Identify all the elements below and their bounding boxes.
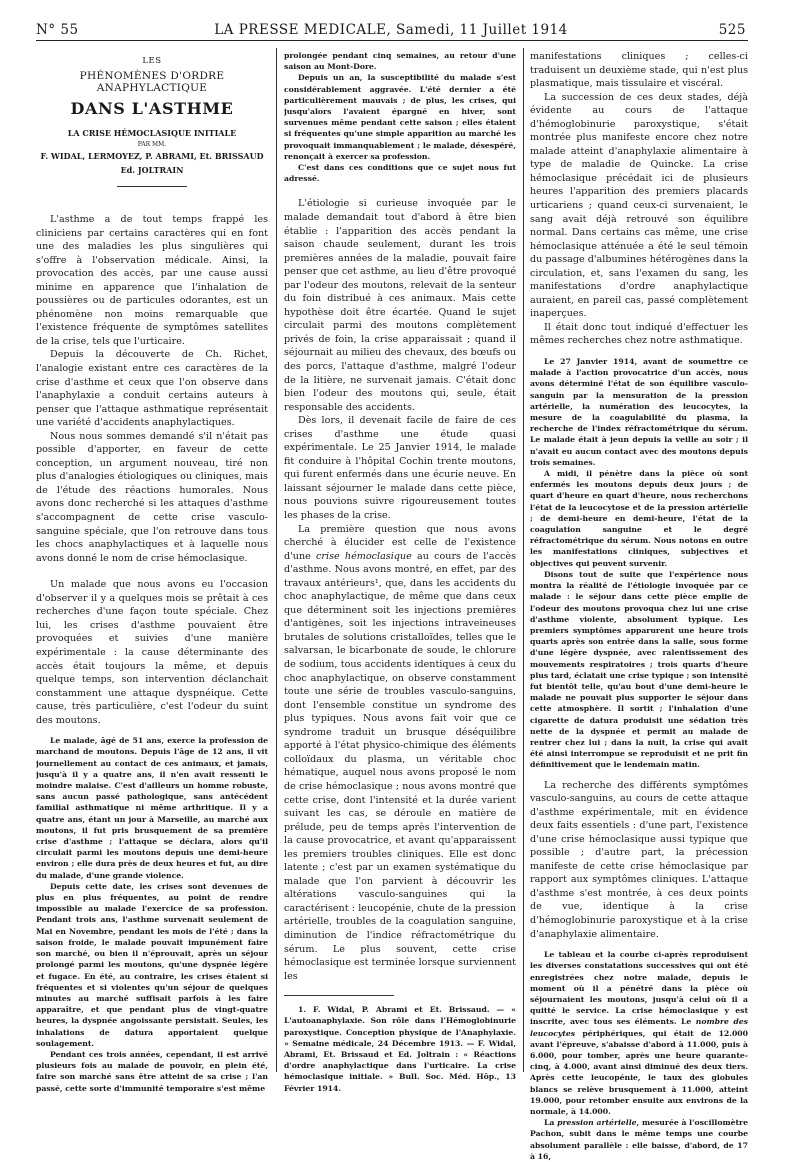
case-paragraph: Depuis cette date, les crises sont devenues de plus en plus fréquentes, au point de rendre impossible au malade l'exercice de sa profession. Pendant trois ans, l'asthme survenait seulement de Mai en Novembre, pendant les mois de l'été ; dans la saison froide, le malade pouvait impunément faire son marché, ou bien il n'éprouvait, après un séjour prolongé parmi les moutons, qu'une dyspnée légère et fugace. En été, au contraire, les crises étaient si fréquentes et si violentes qu'un séjour de quelques minutes au marché suffisait parfois à les faire apparaître, et que pendant plus de vingt-quatre heures, la dyspnée angoissante persistait. Seules, les inhalations de datura apportaient quelque soulagement.	[36, 881, 268, 1048]
page-header	[36, 18, 746, 40]
case-paragraph: La pression artérielle, mesurée à l'oscillomètre Pachon, subit dans le même temps une courbe absolument parallèle : elle baisse, d'abord, de 17 à 16,	[530, 1118, 748, 1161]
paragraph: La succession de ces deux stades, déjà évidente au cours de l'attaque d'hémoglobinurie paroxystique, s'était montrée plus manifeste encore chez notre malade atteint d'anaphylaxie alimentaire à type de maladie de Quincke. La crise hémoclasique précédait ici de plusieurs heures l'apparition des premiers placards urticariens ; quand ceux-ci survenaient, le sang avait déjà retrouvé son équilibre normal. Dans certains cas même, une crise hémoclasique atténuée a été le seul témoin du passage d'albumines hétérogènes dans la circulation, et, sans l'examen du sang, les manifestations d'ordre anaphylactique auraient, en pareil cas, passé complètement inaperçues.	[530, 91, 748, 320]
title-par: PAR MM.	[137, 141, 167, 148]
paragraph: Nous nous sommes demandé s'il n'était pas possible d'apporter, en faveur de cette conception, un argument nouveau, tiré non plus d'analogies étiologiques ou cliniques, mais de l'étude des réactions humorales. Nous avons donc recherché si les attaques d'asthme s'accompagnent de cette crise vasculo-sanguine spéciale, que l'on retrouve dans tous les chocs anaphylactiques et à laquelle nous avons donné le nom de crise hémoclasique.	[36, 430, 268, 564]
subtitle-crise: LA CRISE HÉMOCLASIQUE INITIALE	[67, 128, 237, 138]
case-paragraph: Pendant ces trois années, cependant, il est arrivé plusieurs fois au malade de pouvoir, en plein été, faire son marché sans être atteint de sa crise ; l'an passé, cette sorte d'immunité temporaire s'est même	[36, 1049, 268, 1093]
case-paragraph: Le 27 Janvier 1914, avant de soumettre ce malade à l'action provocatrice d'un accès, nous avons déterminé l'état de son équilibre vasculo-sanguin par la mensuration de la pression artérielle, la numération des leucocytes, la mesure de la coagulabilité du plasma, la recherche de l'index réfractométrique du sérum. Le malade était à jeun depuis la veille au soir ; il n'avait eu aucun contact avec des moutons depuis trois semaines.	[530, 357, 748, 467]
issue-number: N° 55	[36, 22, 79, 38]
paragraph: L'asthme a de tout temps frappé les cliniciens par certains caractères qui en font une des maladies les plus singulières qui s'offre à l'observation médicale. Ainsi, la provocation des accès, par une cause aussi minime en apparence que l'inhalation de poussières ou de particules odorantes, est un phénomène non moins remarquable que l'existence fréquente de symptômes satellites de la crise, tels que l'urticaire.	[36, 214, 268, 347]
case-paragraph: prolongée pendant cinq semaines, au retour d'une saison au Mont-Dore.	[284, 51, 516, 72]
paragraph: Il était donc tout indiqué d'effectuer les mêmes recherches chez notre asthmatique.	[530, 321, 748, 347]
paragraph: manifestations cliniques ; celles-ci traduisent un deuxième stade, qui n'est plus plasmatique, mais tissulaire et viscéral.	[530, 51, 748, 90]
italic-term: nombre des leucocytes	[530, 1017, 748, 1038]
paragraph: L'étiologie si curieuse invoquée par le malade demandait tout d'abord à être bien établie : l'apparition des accès pendant la saison chaude seulement, durant les trois premières années de la maladie, pouvait faire penser que cet asthme, au lieu d'être provoqué par l'odeur des moutons, relevait de la senteur du foin distribué à ces animaux. Mais cette hypothèse doit être écartée. Quand le sujet circulait parmi des moutons complètement privés de foin, la crise apparaissait ; quand il séjournait au milieu des chevaux, des bœufs ou des porcs, l'attaque d'asthme, malgré l'odeur de la litière, ne survenait jamais. C'était donc bien l'odeur des moutons qui, seule, était responsable des accidents.	[284, 198, 516, 413]
paragraph: La première question que nous avons cherché à élucider est celle de l'existence d'une crise hémoclasique au cours de l'accès d'asthme. Nous avons montré, en effet, par des travaux antérieurs¹, que, dans les accidents du choc anaphylactique, de même que dans ceux que déterminent soit les injections premières d'antigènes, soit les injections intraveineuses brutales de solutions cristalloïdes, telles que le salvarsan, le bicarbonate de soude, le chlorure de sodium, tous accidents identiques à ceux du choc anaphylactique, on observe constamment toute une série de troubles vasculo-sanguins, dont l'ensemble constitue un syndrome des plus typiques. Nous avons fait voir que ce syndrome traduit un brusque déséquilibre apporté à l'état physico-chimique des éléments colloïdaux du plasma, un véritable choc hématique, auquel nous avons proposé le nom de crise hémoclasique ; nous avons montré que cette crise, dont l'intensité et la durée varient suivant les cas, se déroule en matière de prélude, peu de temps après l'intervention de la cause provocatrice, et avant qu'apparaissent les premiers troubles cliniques. Elle est donc latente ; c'est par un examen systématique du malade que l'on parvient à découvrir les altérations vasculo-sanguines qui la caractérisent : leucopénie, chute de la pression artérielle, troubles de la coagulation sanguine, diminution de l'indice réfractométrique du sérum. Le plus souvent, cette crise hémoclasique est terminée lorsque surviennent les	[284, 523, 516, 982]
case-paragraph: Le tableau et la courbe ci-après reproduisent les diverses constatations successives qui ont été enregistrées chez notre malade, depuis le moment où il a pénétré dans la pièce où séjournaient les moutons, jusqu'à celui où il a quitté le service. La crise hémoclasique y est inscrite, avec tous ses éléments. Le nombre des leucocytes périphériques, qui était de 12.000 avant l'épreuve, s'abaisse d'abord à 11.000, puis à 6.000, pour tomber, après une heure quarante-cinq, à 4.000, avant ainsi diminué des deux tiers. Après cette leucopénie, le taux des globules blancs se relève brusquement à 11.000, atteint 19.000, pour retomber ensuite aux environs de la normale, à 14.000.	[530, 950, 748, 1116]
italic-term: crise hémoclasique	[316, 550, 412, 562]
footnote: 1. F. Widal, P. Abrami et Et. Brissaud. — « L'autoanaphylaxie. Son rôle dans l'Hémoglobinurie paroxystique. Conception physique de l'Anaphylaxie. » Semaine médicale, 24 Décembre 1913. — F. Widal, Abrami, Et. Brissaud et Ed. Joltrain : « Réactions d'ordre anaphylactique dans l'urticaire. La crise hémoclasique initiale. » Bull. Soc. Méd. Hôp., 13 Février 1914.	[284, 1005, 516, 1093]
column-3	[530, 50, 748, 1162]
paragraph: Depuis la découverte de Ch. Richet, l'analogie existant entre ces caractères de la crise d'asthme et ceux que l'on observe dans l'anaphylaxie a conduit certains auteurs à penser que l'attaque asthmatique représentait une variété d'accidents anaphylactiques.	[36, 349, 268, 429]
journal-title: LA PRESSE MEDICALE, Samedi, 11 Juillet 1914	[214, 22, 568, 38]
case-paragraph: Le malade, âgé de 51 ans, exerce la profession de marchand de moutons. Depuis l'âge de 12 ans, il vit journellement au contact de ces animaux, et jamais, jusqu'à il y a quatre ans, il n'en avait ressenti le moindre malaise. C'est d'ailleurs un homme robuste, sans aucun passé pathologique, sans antécédent familial asthmatique ni même arthritique. Il y a quatre ans, étant un jour à Marseille, au marché aux moutons, il fut pris brusquement de sa première crise d'asthme ; l'attaque se déclara, alors qu'il circulait parmi les moutons depuis une demi-heure environ ; elle dura près de deux heures et fut, au dire du malade, d'une grande violence.	[36, 736, 268, 880]
case-paragraph: Disons tout de suite que l'expérience nous montra la réalité de l'étiologie invoquée par ce malade : le séjour dans cette pièce emplie de l'odeur des moutons provoqua chez lui une crise d'asthme violente, absolument typique. Les premiers symptômes apparurent une heure trois quarts après son entrée dans la salle, sous forme d'une légère dyspnée, avec ralentissement des mouvements respiratoires ; trois quarts d'heure plus tard, éclatait une crise typique ; son intensité fut bientôt telle, qu'au bout d'une demi-heure le malade ne pouvait plus supporter le séjour dans cette atmosphère. Il sortit ; l'inhalation d'une cigarette de datura produisit une sédation très nette de la dyspnée et permit au malade de rentrer chez lui ; dans la nuit, la crise qui avait été ainsi interrompue se reproduisit et ne prit fin définitivement que le lendemain matin.	[530, 569, 748, 770]
column-1	[36, 50, 268, 1094]
column-divider-1	[276, 48, 277, 1072]
authors-line-2: Ed. JOLTRAIN	[120, 165, 184, 175]
title-les: LES	[142, 56, 162, 66]
title-asthme: DANS L'ASTHME	[70, 99, 234, 118]
title-phenomenes: PHÉNOMÈNES D'ORDRE ANAPHYLACTIQUE	[79, 70, 225, 94]
column-divider-2	[523, 48, 524, 1072]
case-paragraph: A midi, il pénètre dans la pièce où sont enfermés les moutons depuis deux jours ; de quart d'heure en quart d'heure, nous recherchons l'état de la leucocytose et de la pression artérielle ; de demi-heure en demi-heure, l'état de la coagulation sanguine et le degré réfractométrique du sérum. Nous notons en outre les manifestations cliniques, subjectives et objectives qui peuvent survenir.	[530, 469, 748, 568]
article-title-block	[36, 56, 268, 187]
paragraph: La recherche des différents symptômes vasculo-sanguins, au cours de cette attaque d'asthme expérimentale, mit en évidence deux faits essentiels : d'une part, l'existence d'une crise hémoclasique aussi typique que possible ; d'autre part, la précession manifeste de cette crise hémoclasique par rapport aux symptômes cliniques. L'attaque d'asthme s'est montrée, à ces deux points de vue, identique à la crise d'hémoglobinurie paroxystique et à la crise d'anaphylaxie alimentaire.	[530, 779, 748, 940]
column-2	[284, 50, 516, 1094]
page-number: 525	[718, 22, 746, 38]
paragraph: Un malade que nous avons eu l'occasion d'observer il y a quelques mois se prêtait à ces recherches d'une façon toute spéciale. Chez lui, les crises d'asthme pouvaient être provoquées et suivies d'une manière expérimentale : la cause déterminante des accès était toujours la même, et depuis quelque temps, son intervention déclanchait constamment une attaque dyspnéique. Cette cause, très particulière, c'est l'odeur du suint des moutons.	[36, 579, 268, 726]
footnote-rule	[284, 995, 394, 996]
case-paragraph: C'est dans ces conditions que ce sujet nous fut adressé.	[284, 163, 516, 184]
header-rule	[36, 40, 748, 41]
case-paragraph: Depuis un an, la susceptibilité du malade s'est considérablement aggravée. L'été dernier a été particulièrement mauvais ; de plus, les crises, qui jusqu'alors l'avaient épargné en hiver, sont survenues même pendant cette saison ; elles étaient si fréquentes qu'une simple apparition au marché les provoquait immanquablement ; le malade, désespéré, renonçait à exercer sa profession.	[284, 73, 516, 161]
authors-line-1: F. WIDAL, LERMOYEZ, P. ABRAMI, Et. BRISSAUD	[40, 151, 264, 161]
italic-term: pression artérielle	[557, 1118, 637, 1128]
paragraph: Dès lors, il devenait facile de faire de ces crises d'asthme une étude quasi expérimentale. Le 25 Janvier 1914, le malade fit conduire à l'hôpital Cochin trente moutons, qui furent enfermés dans une écurie neuve. En laissant séjourner le malade dans cette pièce, nous pouvions suivre rigoureusement toutes les phases de la crise.	[284, 415, 516, 522]
